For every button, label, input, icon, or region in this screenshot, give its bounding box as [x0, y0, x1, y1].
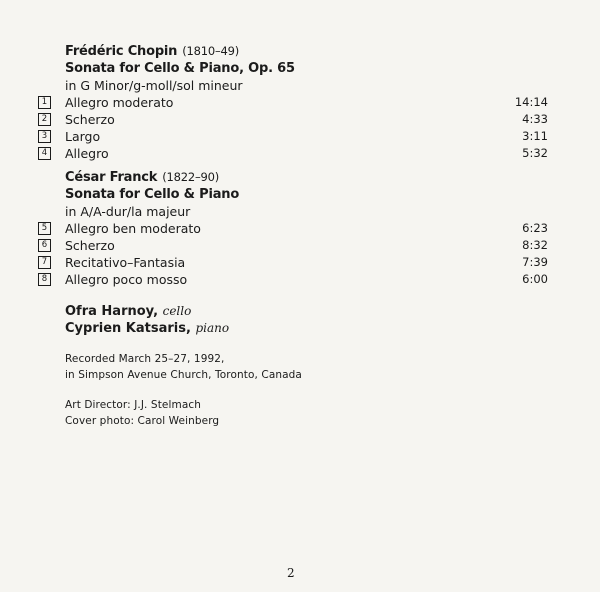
track-row — [38, 255, 548, 271]
performer-name: Ofra Harnoy, — [65, 304, 159, 319]
track-time: 8:32 — [522, 238, 548, 252]
track-title: Largo — [65, 129, 101, 144]
cover-photo-credit: Cover photo: Carol Weinberg — [65, 415, 220, 427]
performer-line — [65, 304, 191, 319]
track-row — [38, 272, 548, 288]
performer-name: Cyprien Katsaris, — [65, 321, 191, 336]
composer-name: César Franck — [65, 170, 158, 185]
recording-date: Recorded March 25–27, 1992, — [65, 353, 225, 365]
performer-role: piano — [195, 321, 230, 335]
track-title: Allegro ben moderato — [65, 221, 201, 236]
composer-dates: (1822–90) — [162, 170, 220, 184]
work-key: in A/A-dur/la majeur — [65, 204, 191, 219]
track-time: 5:32 — [522, 146, 548, 160]
track-row — [38, 112, 548, 128]
performer-line — [65, 321, 229, 336]
track-time: 7:39 — [522, 255, 548, 269]
track-title: Allegro poco mosso — [65, 272, 188, 287]
track-number: 3 — [38, 130, 51, 143]
page-number: 2 — [287, 566, 295, 580]
track-title: Allegro moderato — [65, 95, 174, 110]
track-time: 6:00 — [522, 272, 548, 286]
track-time: 4:33 — [522, 112, 548, 126]
franck-heading — [65, 170, 219, 185]
track-number: 4 — [38, 147, 51, 160]
track-time: 3:11 — [522, 129, 548, 143]
track-number: 7 — [38, 256, 51, 269]
track-row — [38, 129, 548, 145]
chopin-heading — [65, 44, 239, 59]
work-key: in G Minor/g-moll/sol mineur — [65, 78, 243, 93]
track-row — [38, 221, 548, 237]
track-number: 8 — [38, 273, 51, 286]
track-row — [38, 146, 548, 162]
track-number: 6 — [38, 239, 51, 252]
track-title: Scherzo — [65, 238, 115, 253]
performer-role: cello — [162, 304, 192, 318]
track-time: 14:14 — [514, 95, 548, 109]
track-time: 6:23 — [522, 221, 548, 235]
work-title: Sonata for Cello & Piano — [65, 187, 240, 202]
track-title: Allegro — [65, 146, 109, 161]
composer-name: Frédéric Chopin — [65, 44, 178, 59]
track-title: Recitativo–Fantasia — [65, 255, 186, 270]
recording-venue: in Simpson Avenue Church, Toronto, Canada — [65, 369, 302, 381]
track-title: Scherzo — [65, 112, 115, 127]
track-number: 1 — [38, 96, 51, 109]
work-title: Sonata for Cello & Piano, Op. 65 — [65, 61, 295, 76]
track-row — [38, 95, 548, 111]
track-number: 2 — [38, 113, 51, 126]
track-number: 5 — [38, 222, 51, 235]
track-row — [38, 238, 548, 254]
art-director-credit: Art Director: J.J. Stelmach — [65, 399, 201, 411]
composer-dates: (1810–49) — [182, 44, 240, 58]
